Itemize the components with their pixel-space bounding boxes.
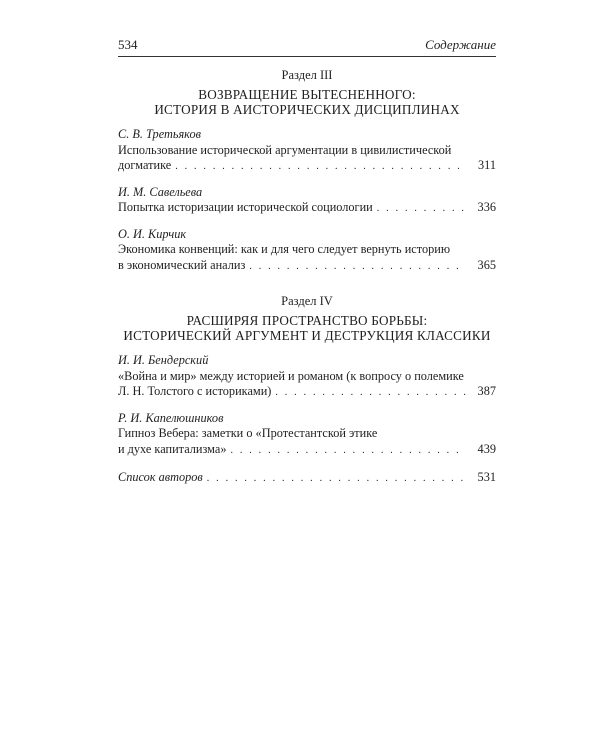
toc-entry[interactable] [118, 227, 496, 275]
page-number: 534 [118, 37, 138, 52]
entry-title-line: и духе капитализма» [118, 441, 227, 456]
section-3 [118, 68, 496, 274]
toc-entry[interactable] [118, 353, 496, 401]
toc-entry-authors-list[interactable] [118, 470, 496, 487]
entry-title-line: в экономический анализ [118, 257, 246, 272]
toc-entry[interactable] [118, 185, 496, 217]
entry-leader-line [118, 258, 496, 275]
entry-page: 531 [477, 470, 496, 484]
dot-leader [275, 385, 466, 401]
entry-leader-line [118, 158, 496, 175]
entry-page: 439 [477, 441, 496, 456]
section-title: РАСШИРЯЯ ПРОСТРАНСТВО БОРЬБЫ: ИСТОРИЧЕСКИЙ АРГУМЕНТ И ДЕСТРУКЦИЯ КЛАССИКИ [123, 313, 491, 343]
section-4 [118, 294, 496, 487]
entry-title-line: Использование исторической аргументации в цивилистической [118, 142, 452, 157]
table-of-contents [118, 68, 496, 507]
entry-title-line: Гипноз Вебера: заметки о «Протестантской этике [118, 426, 378, 440]
entry-leader-line [118, 384, 496, 401]
dot-leader [175, 159, 466, 175]
entry-author: И. И. Бендерский [118, 353, 209, 367]
entry-title-line: Экономика конвенций: как и для чего следует вернуть историю [118, 242, 451, 256]
dot-leader [230, 443, 466, 459]
entry-title-line: Попытка историзации исторической социологии [118, 200, 373, 214]
toc-entry[interactable] [118, 127, 496, 175]
section-label: Раздел IV [281, 294, 333, 308]
entry-author: С. В. Третьяков [118, 127, 201, 141]
entry-author: И. М. Савельева [118, 184, 203, 199]
running-head [118, 37, 496, 57]
dot-leader [249, 259, 466, 275]
section-label: Раздел III [281, 68, 333, 82]
entry-leader-line [118, 200, 496, 217]
entry-page: 365 [477, 257, 496, 272]
header-rule [118, 56, 496, 57]
entry-author: Р. И. Капелюшников [118, 410, 224, 425]
entry-leader-line [118, 442, 496, 459]
dot-leader [207, 471, 466, 487]
authors-list-label: Список авторов [118, 470, 203, 484]
entry-title-line: «Война и мир» между историей и романом (к вопросу о полемике [118, 368, 464, 383]
entry-title-line: Л. Н. Толстого с историками) [118, 384, 272, 398]
running-title: Содержание [425, 37, 496, 52]
entry-page: 387 [477, 384, 496, 398]
entry-title-line: догматике [118, 158, 172, 172]
entry-page: 311 [478, 158, 496, 172]
entry-page: 336 [477, 200, 496, 214]
toc-entry[interactable] [118, 411, 496, 459]
section-title: ВОЗВРАЩЕНИЕ ВЫТЕСНЕННОГО: ИСТОРИЯ В АИСТОРИЧЕСКИХ ДИСЦИПЛИНАХ [154, 87, 460, 117]
entry-leader-line [118, 470, 496, 487]
entry-author: О. И. Кирчик [118, 226, 187, 241]
dot-leader [377, 201, 466, 217]
